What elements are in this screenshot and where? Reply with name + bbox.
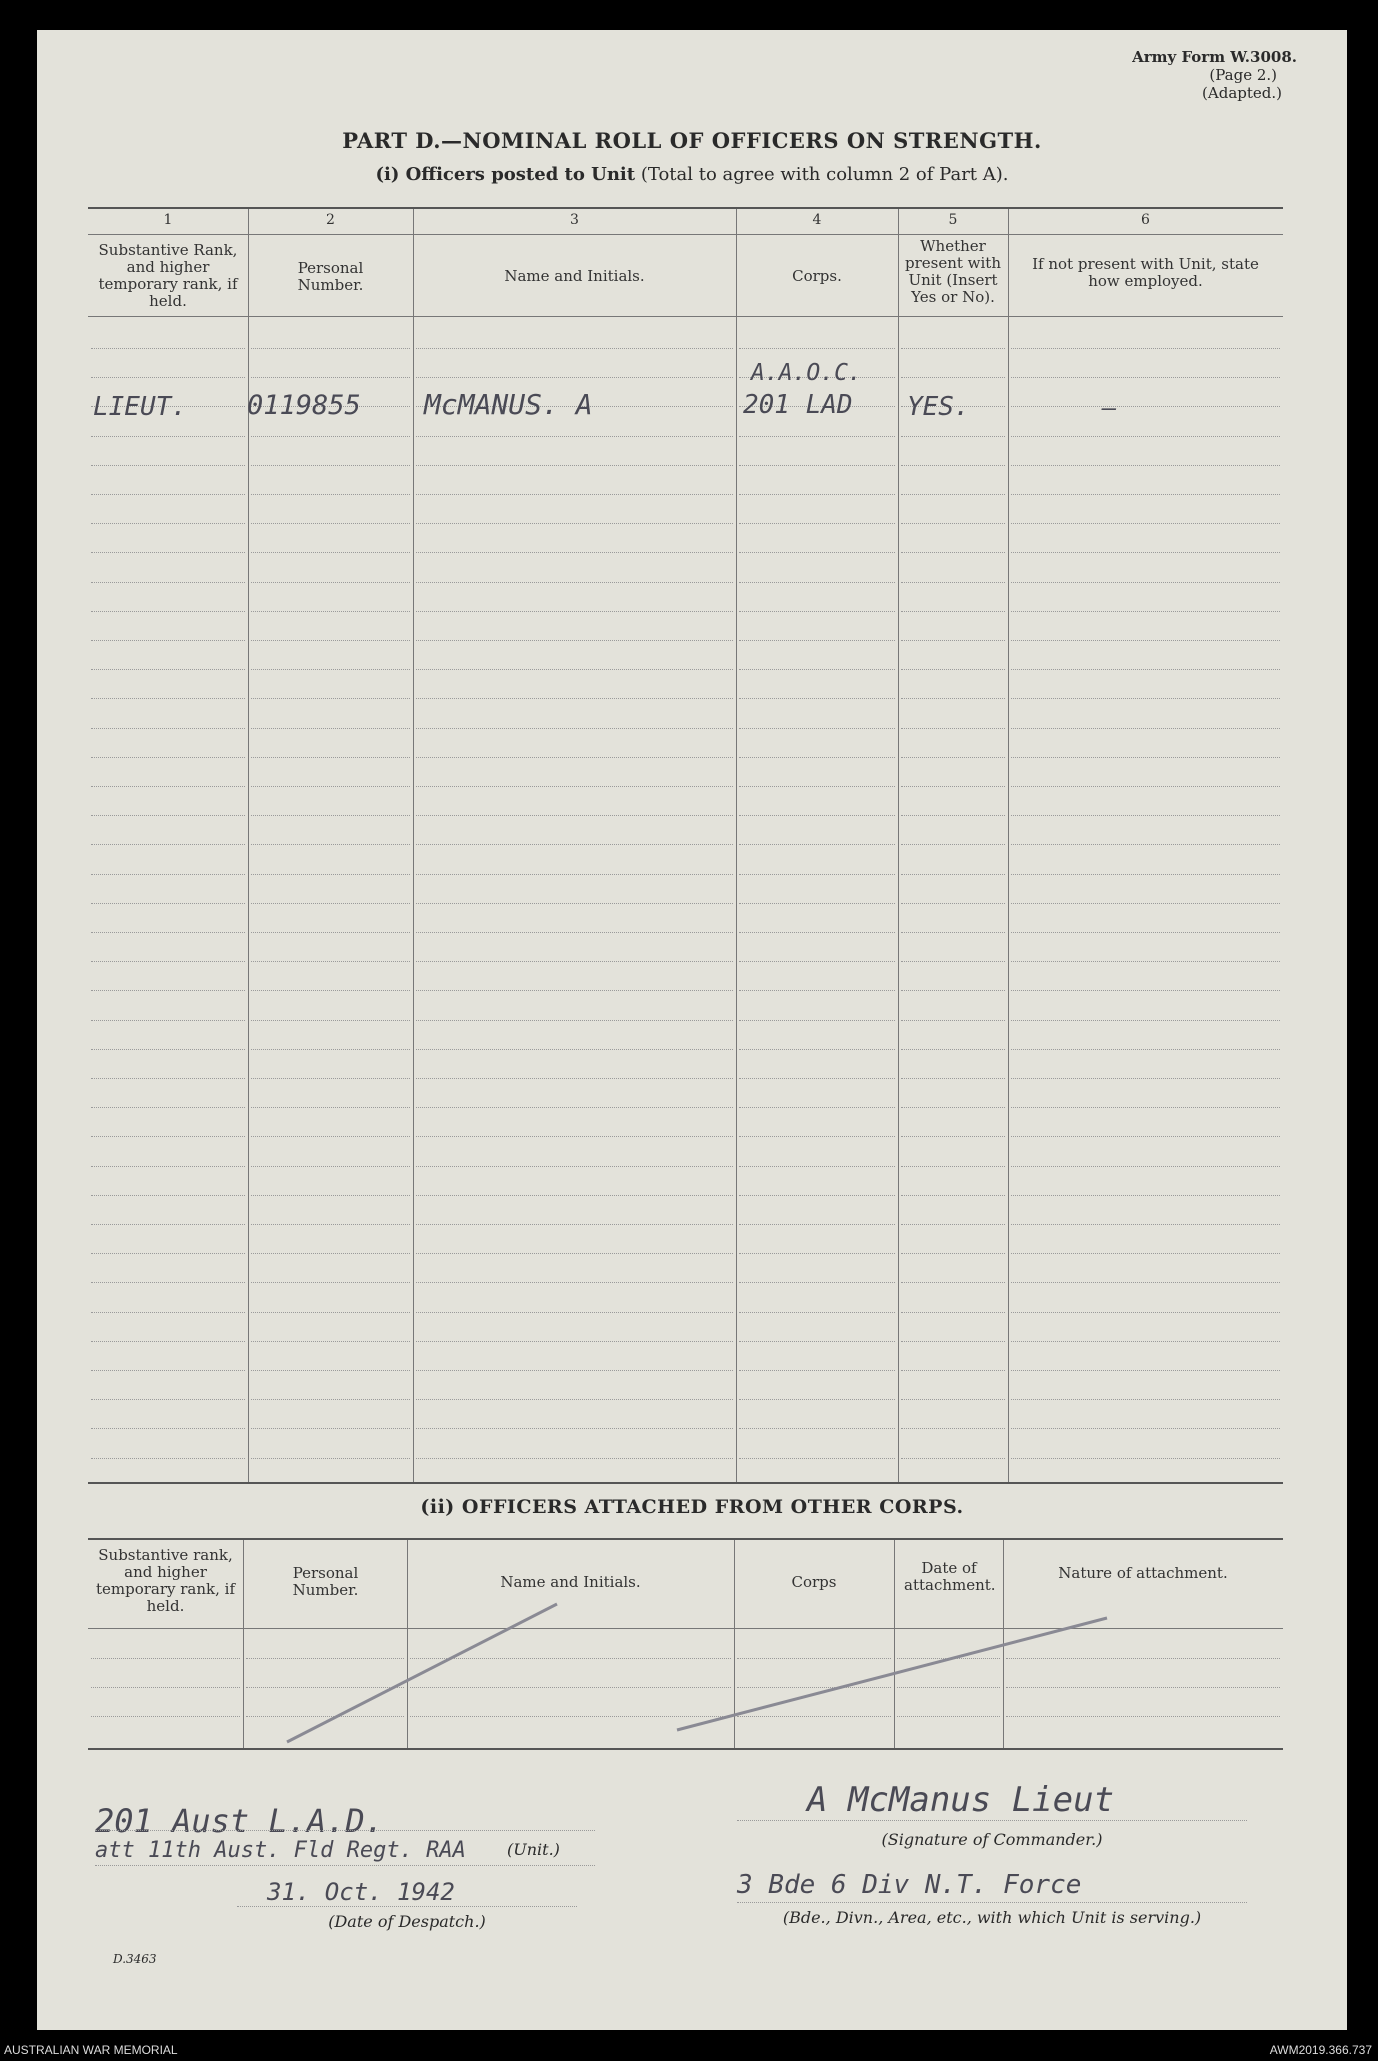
col-number-3: 3: [570, 212, 579, 228]
strike-through-lines: [37, 30, 1347, 2030]
form-adapted: (Adapted.): [1202, 84, 1282, 102]
unit-label: (Unit.): [507, 1840, 560, 1859]
entry-corps-line2: 201 LAD: [743, 390, 853, 420]
att-header-personal-number: Personal Number.: [292, 1564, 359, 1599]
despatch-date-label: (Date of Despatch.): [328, 1912, 486, 1931]
print-code: D.3463: [113, 1952, 157, 1966]
att-header-name: Name and Initials.: [500, 1573, 641, 1591]
att-header-date: Date of attachment.: [904, 1559, 996, 1594]
header-present: Whether present with Unit (Insert Yes or No).: [904, 237, 1001, 306]
col-number-4: 4: [812, 212, 822, 228]
header-name: Name and Initials.: [504, 267, 645, 285]
form-page: (Page 2.): [1209, 66, 1277, 84]
unit-value-line2: att 11th Aust. Fld Regt. RAA: [95, 1838, 466, 1863]
entry-employed: —: [1102, 394, 1117, 422]
col-number-6: 6: [1141, 212, 1150, 228]
col-number-5: 5: [948, 212, 958, 228]
header-personal-number: Personal Number.: [297, 259, 364, 294]
footer-bar: [0, 2040, 1378, 2061]
subtitle-bold: (i) Officers posted to Unit: [375, 164, 636, 185]
commander-signature: A McManus Lieut: [807, 1780, 1115, 1820]
section2-title: (ii) OFFICERS ATTACHED FROM OTHER CORPS.: [420, 1496, 964, 1518]
form-number: Army Form W.3008.: [1132, 48, 1297, 66]
header-rank: Substantive Rank, and higher temporary rank, if held.: [98, 241, 238, 310]
header-employed: If not present with Unit, state how employed.: [1032, 255, 1259, 290]
att-header-corps: Corps: [791, 1573, 837, 1591]
formation-value: 3 Bde 6 Div N.T. Force: [737, 1870, 1082, 1900]
formation-label: (Bde., Divn., Area, etc., with which Unit is serving.): [782, 1908, 1202, 1927]
footer-left: AUSTRALIAN WAR MEMORIAL: [4, 2043, 178, 2057]
form-sheet: [37, 30, 1347, 2030]
entry-name: McMANUS. A: [424, 388, 593, 421]
footer-right: AWM2019.366.737: [1269, 2043, 1372, 2057]
signature-label: (Signature of Commander.): [881, 1830, 1103, 1849]
unit-value-line1: 201 Aust L.A.D.: [95, 1802, 384, 1840]
entry-present: YES.: [907, 392, 970, 422]
col-number-1: 1: [163, 212, 173, 228]
entry-rank: LIEUT.: [93, 392, 187, 422]
despatch-date-value: 31. Oct. 1942: [267, 1878, 455, 1906]
att-header-rank: Substantive rank, and higher temporary rank, if held.: [95, 1546, 236, 1615]
entry-corps-line1: A.A.O.C.: [751, 360, 862, 386]
att-header-nature: Nature of attachment.: [1058, 1564, 1228, 1582]
header-corps: Corps.: [792, 267, 842, 285]
subtitle-rest: (Total to agree with column 2 of Part A).: [640, 164, 1009, 185]
col-number-2: 2: [326, 212, 335, 228]
entry-personal-number: 0119855: [247, 390, 361, 421]
page-title: PART D.—NOMINAL ROLL OF OFFICERS ON STRENGTH.: [342, 128, 1042, 153]
